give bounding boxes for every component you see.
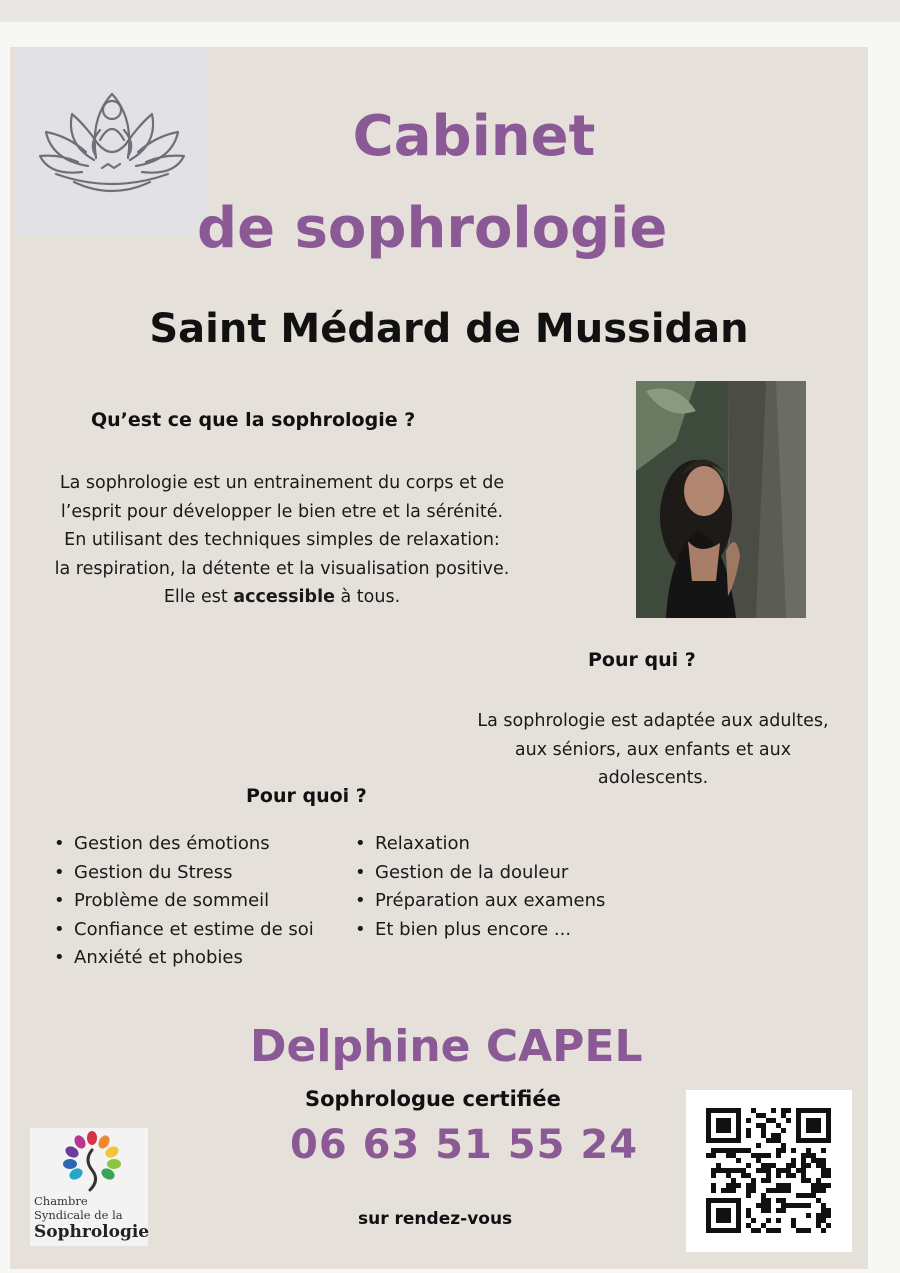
what-line: la respiration, la détente et la visualisation positive. (54, 558, 510, 579)
location-title: Saint Médard de Mussidan (149, 306, 749, 352)
practitioner-role: Sophrologue certifiée (305, 1087, 561, 1111)
list-item: • Anxiété et phobies (50, 944, 314, 973)
why-list-right (351, 830, 605, 944)
list-item: • Préparation aux examens (351, 887, 605, 916)
why-heading: Pour quoi ? (246, 785, 367, 807)
list-item: • Gestion du Stress (50, 859, 314, 888)
color-tree-logo-icon (30, 1128, 148, 1194)
practitioner-name: Delphine CAPEL (250, 1021, 643, 1072)
for-whom-paragraph (455, 707, 851, 793)
scan-top-edge (0, 0, 900, 22)
what-line-last: Elle est accessible à tous. (163, 587, 401, 607)
portrait-photo (636, 381, 806, 618)
list-item: • Relaxation (351, 830, 605, 859)
qr-code-box[interactable] (686, 1090, 852, 1252)
title-line-1: Cabinet (352, 104, 596, 169)
for-whom-line: aux séniors, aux enfants et aux (514, 739, 792, 760)
what-line: En utilisant des techniques simples de relaxation: (64, 530, 500, 550)
appointment-note: sur rendez-vous (358, 1209, 513, 1229)
accessible-word: accessible (233, 587, 335, 607)
phone-number[interactable]: 06 63 51 55 24 (290, 1122, 639, 1168)
flyer-sheet (10, 47, 868, 1269)
what-line: La sophrologie est un entrainement du corps et de (59, 473, 505, 493)
list-item: • Confiance et estime de soi (50, 916, 314, 945)
for-whom-line: adolescents. (597, 768, 709, 788)
csdl-text: Chambre Syndicale de la Sophrologie (34, 1194, 150, 1242)
what-line: l’esprit pour développer le bien etre et la sérénité. (60, 501, 504, 522)
title-line-2: de sophrologie (197, 196, 668, 261)
what-paragraph (32, 469, 532, 612)
why-list-left (50, 830, 314, 973)
list-item: • Gestion de la douleur (351, 859, 605, 888)
list-item: • Gestion des émotions (50, 830, 314, 859)
qr-code-icon[interactable] (686, 1090, 852, 1252)
list-item: • Et bien plus encore ... (351, 916, 605, 945)
what-heading: Qu’est ce que la sophrologie ? (91, 409, 416, 431)
for-whom-heading: Pour qui ? (588, 649, 696, 671)
list-item: • Problème de sommeil (50, 887, 314, 916)
csdl-logo (30, 1128, 148, 1246)
for-whom-line: La sophrologie est adaptée aux adultes, (477, 711, 829, 731)
